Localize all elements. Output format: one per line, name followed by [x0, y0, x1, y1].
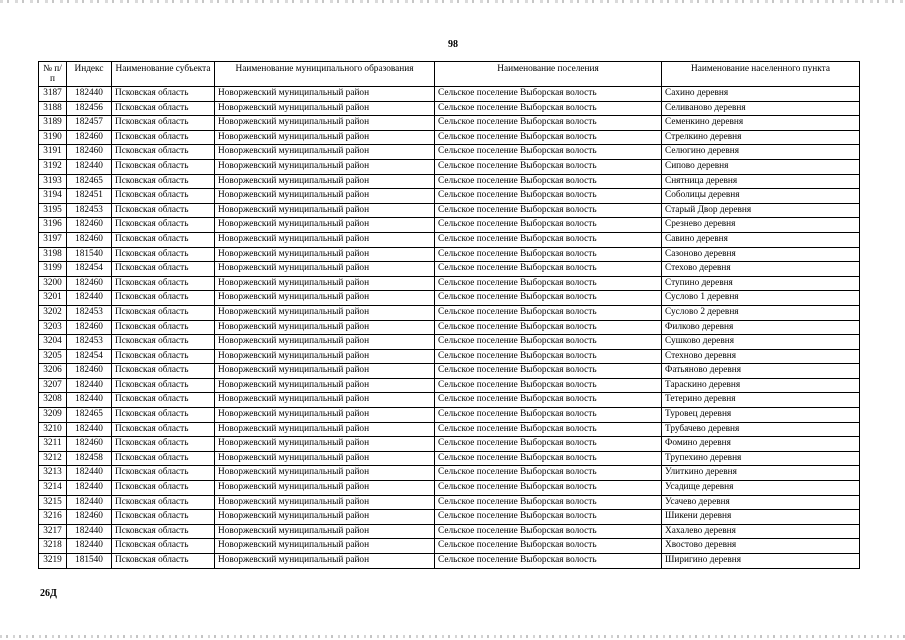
postal-index: 182451 [67, 189, 112, 204]
municipality-name: Новоржевский муниципальный район [215, 378, 435, 393]
table-row [39, 291, 860, 306]
municipality-name: Новоржевский муниципальный район [215, 116, 435, 131]
table-row [39, 364, 860, 379]
postal-index: 182460 [67, 276, 112, 291]
locality-name: Трупехино деревня [662, 451, 860, 466]
settlement-name: Сельское поселение Выборская волость [435, 116, 662, 131]
locality-name: Фомино деревня [662, 437, 860, 452]
table-row [39, 495, 860, 510]
municipality-name: Новоржевский муниципальный район [215, 524, 435, 539]
locality-name: Семенкино деревня [662, 116, 860, 131]
subject-name: Псковская область [112, 554, 215, 569]
table-row [39, 145, 860, 160]
postal-index: 182454 [67, 349, 112, 364]
municipality-name: Новоржевский муниципальный район [215, 554, 435, 569]
table-row [39, 349, 860, 364]
locality-name: Трубачево деревня [662, 422, 860, 437]
row-number: 3187 [39, 87, 67, 102]
subject-name: Псковская область [112, 495, 215, 510]
row-number: 3204 [39, 335, 67, 350]
settlement-name: Сельское поселение Выборская волость [435, 87, 662, 102]
row-number: 3189 [39, 116, 67, 131]
subject-name: Псковская область [112, 335, 215, 350]
header-num: № п/п [39, 62, 67, 87]
municipality-name: Новоржевский муниципальный район [215, 466, 435, 481]
postal-index: 182453 [67, 305, 112, 320]
settlement-name: Сельское поселение Выборская волость [435, 510, 662, 525]
municipality-name: Новоржевский муниципальный район [215, 276, 435, 291]
row-number: 3218 [39, 539, 67, 554]
municipality-name: Новоржевский муниципальный район [215, 320, 435, 335]
locality-name: Селюгино деревня [662, 145, 860, 160]
settlement-name: Сельское поселение Выборская волость [435, 422, 662, 437]
settlement-name: Сельское поселение Выборская волость [435, 335, 662, 350]
municipality-name: Новоржевский муниципальный район [215, 495, 435, 510]
scan-edge-top [0, 0, 905, 3]
postal-index: 182460 [67, 364, 112, 379]
settlement-name: Сельское поселение Выборская волость [435, 393, 662, 408]
postal-index: 182460 [67, 218, 112, 233]
subject-name: Псковская область [112, 305, 215, 320]
table-row [39, 159, 860, 174]
locality-name: Селиваново деревня [662, 101, 860, 116]
locality-name: Шикени деревня [662, 510, 860, 525]
table-row [39, 335, 860, 350]
table-body [39, 87, 860, 569]
settlement-name: Сельское поселение Выборская волость [435, 145, 662, 160]
row-number: 3199 [39, 262, 67, 277]
municipality-name: Новоржевский муниципальный район [215, 145, 435, 160]
table-row [39, 554, 860, 569]
settlement-name: Сельское поселение Выборская волость [435, 524, 662, 539]
settlement-name: Сельское поселение Выборская волость [435, 130, 662, 145]
subject-name: Псковская область [112, 174, 215, 189]
header-municipality: Наименование муниципального образования [215, 62, 435, 87]
settlement-name: Сельское поселение Выборская волость [435, 408, 662, 423]
table-row [39, 422, 860, 437]
table-row [39, 218, 860, 233]
row-number: 3209 [39, 408, 67, 423]
locality-name: Сипово деревня [662, 159, 860, 174]
table-row [39, 320, 860, 335]
locality-name: Савино деревня [662, 232, 860, 247]
table-row [39, 232, 860, 247]
postal-index: 182460 [67, 232, 112, 247]
row-number: 3198 [39, 247, 67, 262]
subject-name: Псковская область [112, 524, 215, 539]
subject-name: Псковская область [112, 510, 215, 525]
locality-name: Туровец деревня [662, 408, 860, 423]
subject-name: Псковская область [112, 189, 215, 204]
municipality-name: Новоржевский муниципальный район [215, 218, 435, 233]
postal-index: 182453 [67, 335, 112, 350]
header-locality: Наименование населенного пункта [662, 62, 860, 87]
row-number: 3206 [39, 364, 67, 379]
row-number: 3212 [39, 451, 67, 466]
table-row [39, 451, 860, 466]
row-number: 3191 [39, 145, 67, 160]
postal-index: 182460 [67, 145, 112, 160]
subject-name: Псковская область [112, 101, 215, 116]
row-number: 3196 [39, 218, 67, 233]
postal-index: 181540 [67, 247, 112, 262]
postal-index: 182440 [67, 87, 112, 102]
postal-index: 182440 [67, 481, 112, 496]
subject-name: Псковская область [112, 276, 215, 291]
locality-name: Филково деревня [662, 320, 860, 335]
row-number: 3205 [39, 349, 67, 364]
row-number: 3193 [39, 174, 67, 189]
locality-name: Суслово 1 деревня [662, 291, 860, 306]
subject-name: Псковская область [112, 451, 215, 466]
municipality-name: Новоржевский муниципальный район [215, 174, 435, 189]
locality-name: Стехново деревня [662, 349, 860, 364]
postal-index: 182440 [67, 378, 112, 393]
table-row [39, 481, 860, 496]
settlement-name: Сельское поселение Выборская волость [435, 305, 662, 320]
locality-name: Ступино деревня [662, 276, 860, 291]
settlement-name: Сельское поселение Выборская волость [435, 189, 662, 204]
subject-name: Псковская область [112, 203, 215, 218]
subject-name: Псковская область [112, 408, 215, 423]
postal-index: 182454 [67, 262, 112, 277]
municipality-name: Новоржевский муниципальный район [215, 232, 435, 247]
table-row [39, 437, 860, 452]
row-number: 3214 [39, 481, 67, 496]
table-row [39, 87, 860, 102]
row-number: 3203 [39, 320, 67, 335]
postal-index: 182465 [67, 408, 112, 423]
row-number: 3210 [39, 422, 67, 437]
table-row [39, 116, 860, 131]
settlement-name: Сельское поселение Выборская волость [435, 276, 662, 291]
postal-index: 182453 [67, 203, 112, 218]
row-number: 3192 [39, 159, 67, 174]
locality-name: Тетерино деревня [662, 393, 860, 408]
settlement-name: Сельское поселение Выборская волость [435, 218, 662, 233]
postal-index: 182440 [67, 466, 112, 481]
row-number: 3217 [39, 524, 67, 539]
table-row [39, 378, 860, 393]
table-header-row [39, 62, 860, 87]
subject-name: Псковская область [112, 466, 215, 481]
municipality-name: Новоржевский муниципальный район [215, 364, 435, 379]
settlement-name: Сельское поселение Выборская волость [435, 554, 662, 569]
locality-name: Хахалево деревня [662, 524, 860, 539]
row-number: 3219 [39, 554, 67, 569]
subject-name: Псковская область [112, 422, 215, 437]
postal-index: 182456 [67, 101, 112, 116]
table-row [39, 466, 860, 481]
row-number: 3195 [39, 203, 67, 218]
row-number: 3201 [39, 291, 67, 306]
municipality-name: Новоржевский муниципальный район [215, 539, 435, 554]
municipality-name: Новоржевский муниципальный район [215, 262, 435, 277]
locality-name: Сазоново деревня [662, 247, 860, 262]
subject-name: Псковская область [112, 218, 215, 233]
locality-name: Сушково деревня [662, 335, 860, 350]
settlement-name: Сельское поселение Выборская волость [435, 437, 662, 452]
postal-index: 182440 [67, 159, 112, 174]
table-row [39, 130, 860, 145]
municipality-name: Новоржевский муниципальный район [215, 101, 435, 116]
table-row [39, 174, 860, 189]
municipality-name: Новоржевский муниципальный район [215, 130, 435, 145]
settlement-name: Сельское поселение Выборская волость [435, 451, 662, 466]
subject-name: Псковская область [112, 145, 215, 160]
locality-name: Соболицы деревня [662, 189, 860, 204]
row-number: 3207 [39, 378, 67, 393]
municipality-name: Новоржевский муниципальный район [215, 422, 435, 437]
locality-name: Хвостово деревня [662, 539, 860, 554]
row-number: 3197 [39, 232, 67, 247]
settlement-name: Сельское поселение Выборская волость [435, 364, 662, 379]
row-number: 3190 [39, 130, 67, 145]
subject-name: Псковская область [112, 378, 215, 393]
row-number: 3200 [39, 276, 67, 291]
municipality-name: Новоржевский муниципальный район [215, 349, 435, 364]
postal-index: 182440 [67, 393, 112, 408]
table-row [39, 101, 860, 116]
subject-name: Псковская область [112, 349, 215, 364]
subject-name: Псковская область [112, 291, 215, 306]
locality-register-table [38, 61, 860, 569]
municipality-name: Новоржевский муниципальный район [215, 203, 435, 218]
subject-name: Псковская область [112, 393, 215, 408]
row-number: 3213 [39, 466, 67, 481]
postal-index: 182440 [67, 422, 112, 437]
locality-name: Снятница деревня [662, 174, 860, 189]
scan-edge-bottom [0, 635, 905, 638]
row-number: 3188 [39, 101, 67, 116]
row-number: 3215 [39, 495, 67, 510]
subject-name: Псковская область [112, 364, 215, 379]
row-number: 3211 [39, 437, 67, 452]
municipality-name: Новоржевский муниципальный район [215, 481, 435, 496]
municipality-name: Новоржевский муниципальный район [215, 305, 435, 320]
locality-name: Стрелкино деревня [662, 130, 860, 145]
settlement-name: Сельское поселение Выборская волость [435, 247, 662, 262]
locality-name: Ширигино деревня [662, 554, 860, 569]
municipality-name: Новоржевский муниципальный район [215, 408, 435, 423]
municipality-name: Новоржевский муниципальный район [215, 510, 435, 525]
subject-name: Псковская область [112, 247, 215, 262]
table-row [39, 305, 860, 320]
municipality-name: Новоржевский муниципальный район [215, 451, 435, 466]
municipality-name: Новоржевский муниципальный район [215, 291, 435, 306]
page-number: 98 [448, 39, 458, 50]
table-row [39, 539, 860, 554]
municipality-name: Новоржевский муниципальный район [215, 393, 435, 408]
settlement-name: Сельское поселение Выборская волость [435, 159, 662, 174]
settlement-name: Сельское поселение Выборская волость [435, 481, 662, 496]
table-row [39, 247, 860, 262]
locality-name: Фатьяново деревня [662, 364, 860, 379]
municipality-name: Новоржевский муниципальный район [215, 87, 435, 102]
table-row [39, 510, 860, 525]
settlement-name: Сельское поселение Выборская волость [435, 174, 662, 189]
locality-name: Старый Двор деревня [662, 203, 860, 218]
settlement-name: Сельское поселение Выборская волость [435, 232, 662, 247]
table-row [39, 262, 860, 277]
postal-index: 182460 [67, 130, 112, 145]
settlement-name: Сельское поселение Выборская волость [435, 495, 662, 510]
row-number: 3194 [39, 189, 67, 204]
settlement-name: Сельское поселение Выборская волость [435, 349, 662, 364]
postal-index: 182460 [67, 437, 112, 452]
locality-name: Срезнево деревня [662, 218, 860, 233]
row-number: 3208 [39, 393, 67, 408]
postal-index: 182457 [67, 116, 112, 131]
table-row [39, 393, 860, 408]
subject-name: Псковская область [112, 320, 215, 335]
locality-name: Усачево деревня [662, 495, 860, 510]
postal-index: 182440 [67, 495, 112, 510]
subject-name: Псковская область [112, 159, 215, 174]
row-number: 3216 [39, 510, 67, 525]
settlement-name: Сельское поселение Выборская волость [435, 378, 662, 393]
subject-name: Псковская область [112, 262, 215, 277]
subject-name: Псковская область [112, 481, 215, 496]
subject-name: Псковская область [112, 539, 215, 554]
locality-name: Усадище деревня [662, 481, 860, 496]
municipality-name: Новоржевский муниципальный район [215, 247, 435, 262]
postal-index: 182460 [67, 320, 112, 335]
postal-index: 182465 [67, 174, 112, 189]
municipality-name: Новоржевский муниципальный район [215, 159, 435, 174]
settlement-name: Сельское поселение Выборская волость [435, 203, 662, 218]
postal-index: 182460 [67, 510, 112, 525]
municipality-name: Новоржевский муниципальный район [215, 189, 435, 204]
postal-index: 182440 [67, 539, 112, 554]
locality-name: Улиткино деревня [662, 466, 860, 481]
postal-index: 181540 [67, 554, 112, 569]
table-row [39, 408, 860, 423]
municipality-name: Новоржевский муниципальный район [215, 335, 435, 350]
settlement-name: Сельское поселение Выборская волость [435, 291, 662, 306]
footer-code: 26Д [40, 588, 57, 599]
table-row [39, 524, 860, 539]
postal-index: 182440 [67, 291, 112, 306]
row-number: 3202 [39, 305, 67, 320]
settlement-name: Сельское поселение Выборская волость [435, 101, 662, 116]
table-row [39, 203, 860, 218]
locality-name: Тараскино деревня [662, 378, 860, 393]
settlement-name: Сельское поселение Выборская волость [435, 539, 662, 554]
subject-name: Псковская область [112, 232, 215, 247]
locality-name: Суслово 2 деревня [662, 305, 860, 320]
table-row [39, 189, 860, 204]
header-index: Индекс [67, 62, 112, 87]
locality-name: Стехово деревня [662, 262, 860, 277]
subject-name: Псковская область [112, 130, 215, 145]
header-settlement: Наименование поселения [435, 62, 662, 87]
settlement-name: Сельское поселение Выборская волость [435, 466, 662, 481]
postal-index: 182458 [67, 451, 112, 466]
municipality-name: Новоржевский муниципальный район [215, 437, 435, 452]
table-row [39, 276, 860, 291]
subject-name: Псковская область [112, 87, 215, 102]
header-subject: Наименование субъекта [112, 62, 215, 87]
settlement-name: Сельское поселение Выборская волость [435, 262, 662, 277]
settlement-name: Сельское поселение Выборская волость [435, 320, 662, 335]
postal-index: 182440 [67, 524, 112, 539]
subject-name: Псковская область [112, 437, 215, 452]
subject-name: Псковская область [112, 116, 215, 131]
locality-name: Сахино деревня [662, 87, 860, 102]
